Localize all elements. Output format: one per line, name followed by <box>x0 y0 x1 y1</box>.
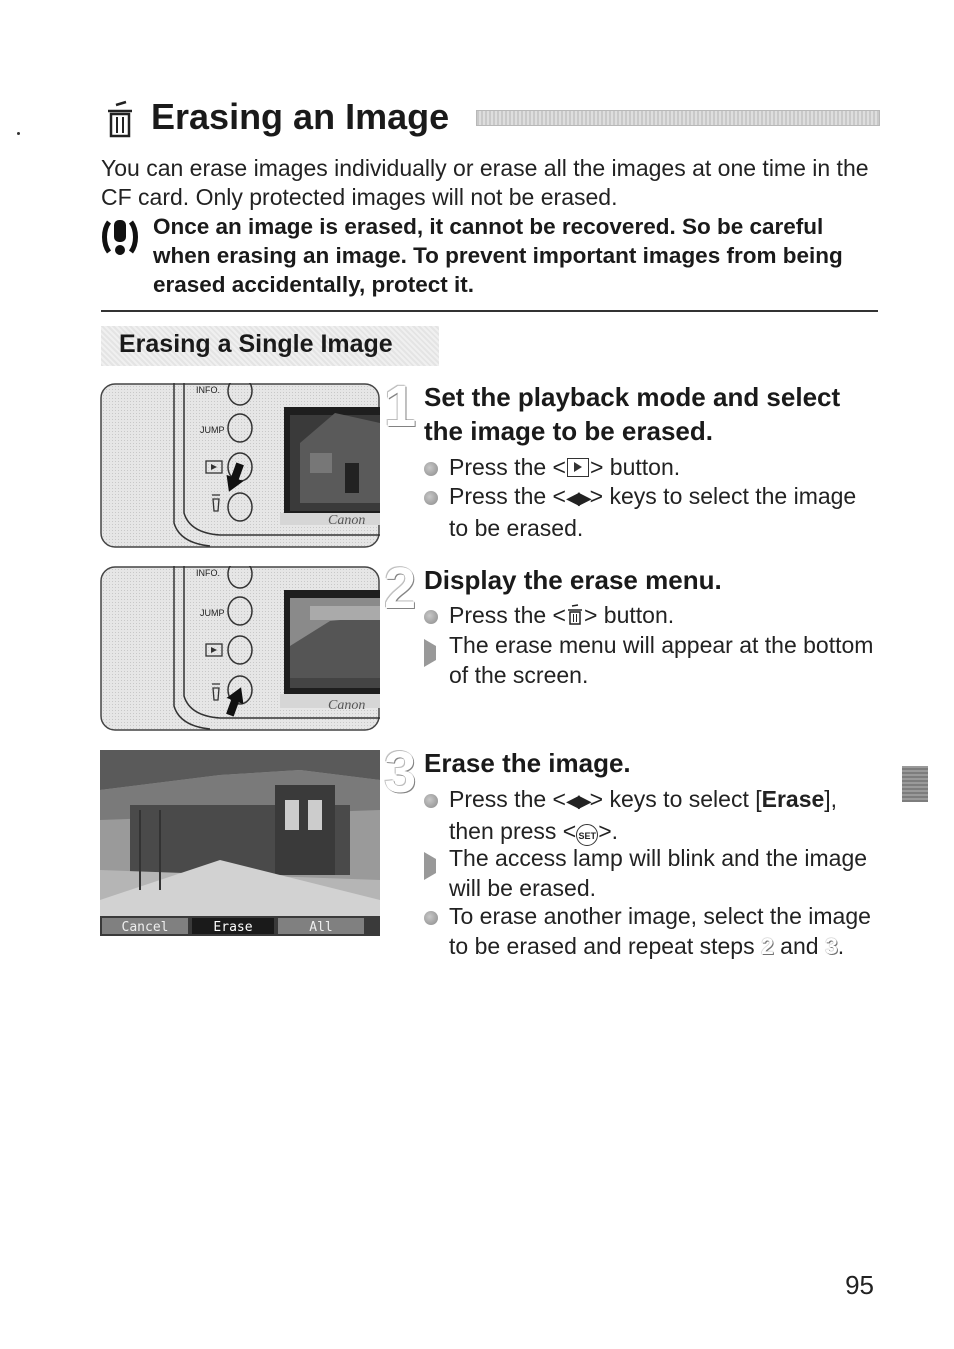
jump-label: JUMP <box>200 425 225 435</box>
camera-illustration-step1 <box>100 383 380 548</box>
step-2-heading: Display the erase menu. <box>424 565 722 595</box>
brand-label: Canon <box>328 513 366 528</box>
step-number-1: 1 <box>384 374 417 439</box>
step-number-3: 3 <box>384 740 417 805</box>
intro-paragraph: You can erase images individually or erase all the images at one time in the CF card. Only protected images will not be erased. <box>101 155 869 210</box>
step-3-bullet-3: To erase another image, select the image to be erased and repeat steps 2 and 3. <box>424 902 874 961</box>
step-1-bullet-1: Press the < > button. <box>424 453 874 483</box>
trash-icon <box>566 604 584 626</box>
step-1-heading: Set the playback mode and select the image to be erased. <box>424 382 841 446</box>
left-right-arrows-icon: ◀▶ <box>565 488 590 508</box>
trash-icon <box>104 100 136 138</box>
set-button-icon: SET <box>576 824 598 846</box>
divider <box>101 310 878 312</box>
result-arrow-icon <box>424 852 450 880</box>
step-2-bullet-1: Press the < > button. <box>424 601 874 631</box>
step-number-2: 2 <box>384 556 417 621</box>
step-3-bullet-2: The access lamp will blink and the image will be erased. <box>424 844 874 903</box>
playback-button-icon <box>567 458 589 477</box>
bullet-dot-icon <box>424 491 438 505</box>
menu-cancel: Cancel <box>121 920 169 935</box>
result-arrow-icon <box>424 639 450 667</box>
speck <box>17 132 20 135</box>
page-number: 95 <box>845 1270 874 1300</box>
title-rule <box>476 110 880 126</box>
step-3-bullet-1: Press the <◀▶> keys to select [Erase], then press < SET>. <box>424 785 874 846</box>
section-heading <box>101 326 439 366</box>
caution-icon <box>101 216 139 258</box>
left-right-arrows-icon: ◀▶ <box>565 791 590 811</box>
camera-illustration-step2 <box>100 566 380 731</box>
bullet-dot-icon <box>424 794 438 808</box>
menu-all: All <box>309 920 333 935</box>
page-title: Erasing an Image <box>151 96 450 137</box>
page-header <box>104 92 880 144</box>
section-title: Erasing a Single Image <box>119 330 393 358</box>
menu-erase: Erase <box>213 920 253 935</box>
bullet-dot-icon <box>424 911 438 925</box>
lcd-erase-menu-screenshot <box>100 750 380 936</box>
step-1-bullet-2: Press the <◀▶> keys to select the image to be erased. <box>424 482 874 543</box>
caution-text: Once an image is erased, it cannot be recovered. So be careful when erasing an image. To prevent important images from being erased accidentally, protect it. <box>153 214 843 297</box>
chapter-tab <box>902 766 928 802</box>
info-label: INFO. <box>196 568 220 578</box>
info-label: INFO. <box>196 385 220 395</box>
step-2-bullet-2: The erase menu will appear at the bottom of the screen. <box>424 631 874 690</box>
step-3-heading: Erase the image. <box>424 748 631 778</box>
bullet-dot-icon <box>424 462 438 476</box>
bullet-dot-icon <box>424 610 438 624</box>
brand-label: Canon <box>328 698 366 713</box>
jump-label: JUMP <box>200 608 225 618</box>
